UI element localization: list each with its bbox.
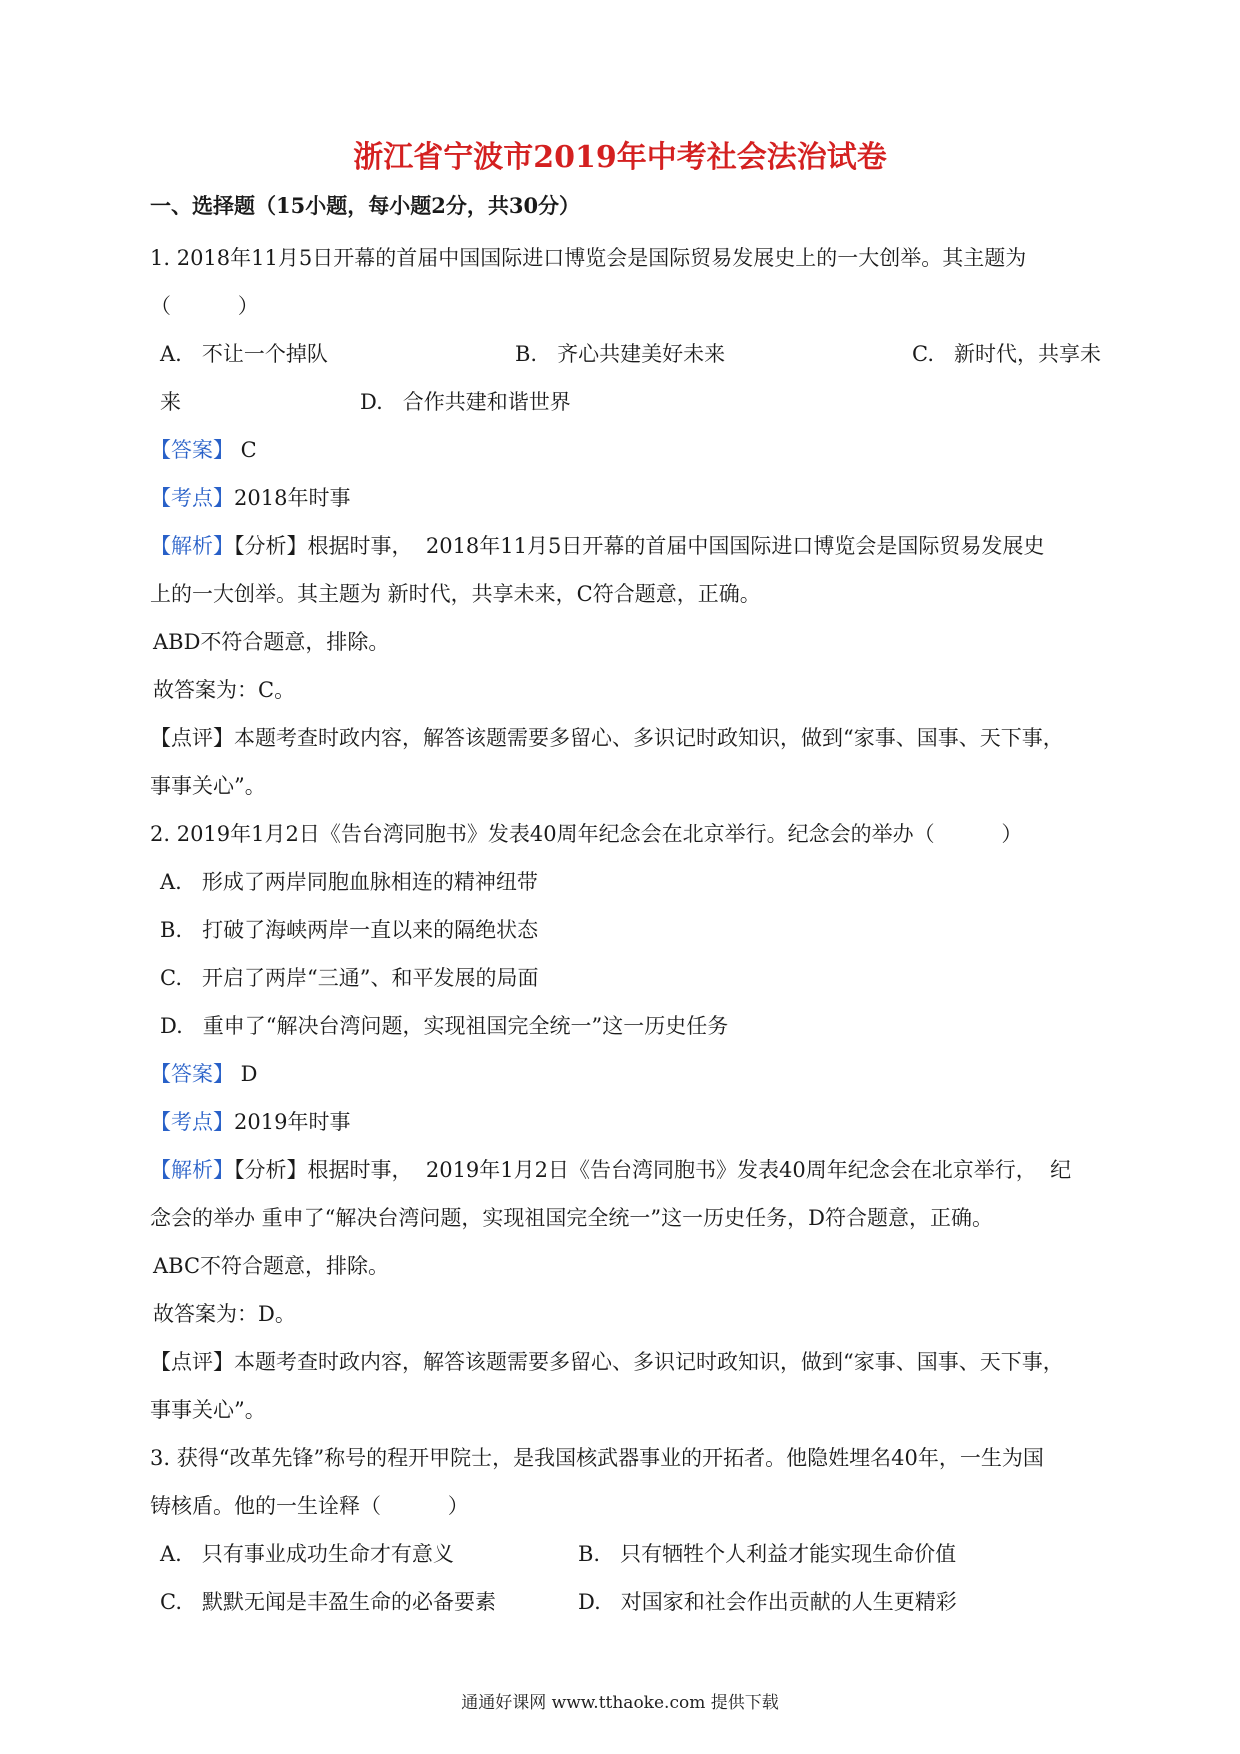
point-value: 2019年时事: [234, 1110, 351, 1134]
q1-option-d: D. 合作共建和谐世界: [360, 390, 571, 414]
page-footer: 通通好课网 www.tthaoke.com 提供下载: [461, 1693, 779, 1713]
point-tag: 【考点】: [150, 486, 234, 510]
q1-stem-line1: 1. 2018年11月5日开幕的首届中国国际进口博览会是国际贸易发展史上的一大创举。其主题为: [150, 246, 1027, 270]
q1-option-c: C. 新时代，共享未: [912, 342, 1102, 366]
q1-option-c-cont: 来: [160, 390, 181, 414]
answer-tag: 【答案】: [150, 1062, 234, 1086]
q3-stem-line1: 3. 获得“改革先锋”称号的程开甲院士，是我国核武器事业的开拓者。他隐姓埋名40年，一生为国: [150, 1446, 1044, 1470]
q2-option-c: C. 开启了两岸“三通”、和平发展的局面: [160, 966, 539, 990]
q2-answer: [150, 1060, 258, 1088]
q3-option-d: D. 对国家和社会作出贡献的人生更精彩: [578, 1590, 957, 1614]
point-value: 2018年时事: [234, 486, 351, 510]
q2-option-a: A. 形成了两岸同胞血脉相连的精神纽带: [160, 870, 538, 894]
analysis-text: 【分析】根据时事， 2019年1月2日《告台湾同胞书》发表40周年纪念会在北京举行， 纪: [234, 1158, 1072, 1182]
q1-analysis-line2: 上的一大创举。其主题为 新时代，共享未来，C符合题意，正确。: [150, 582, 761, 606]
q2-analysis-line2: 念会的举办 重申了“解决台湾问题，实现祖国完全统一”这一历史任务，D符合题意，正确。: [150, 1206, 993, 1230]
analysis-text: 【分析】根据时事， 2018年11月5日开幕的首届中国国际进口博览会是国际贸易发展史: [234, 534, 1045, 558]
q3-stem-line2: 铸核盾。他的一生诠释（ ）: [150, 1494, 469, 1518]
q1-comment-line2: 事事关心”。: [150, 774, 266, 798]
q2-analysis-line1: [150, 1156, 1071, 1184]
q1-option-a: A. 不让一个掉队: [160, 342, 328, 366]
q3-option-a: A. 只有事业成功生命才有意义: [160, 1542, 454, 1566]
q2-stem-line1: 2. 2019年1月2日《告台湾同胞书》发表40周年纪念会在北京举行。纪念会的举办（ ）: [150, 822, 1023, 846]
q2-point: [150, 1108, 350, 1136]
q3-option-c: C. 默默无闻是丰盈生命的必备要素: [160, 1590, 497, 1614]
answer-value: C: [234, 438, 257, 462]
q2-analysis-line4: 故答案为：D。: [153, 1302, 296, 1326]
section-heading: 一、选择题（15小题，每小题2分，共30分）: [150, 193, 581, 218]
analysis-tag: 【解析】: [150, 534, 234, 558]
point-tag: 【考点】: [150, 1110, 234, 1134]
answer-value: D: [234, 1062, 258, 1086]
q1-answer: [150, 436, 257, 464]
q1-option-b: B. 齐心共建美好未来: [515, 342, 726, 366]
q1-stem-line2: （ ）: [150, 294, 259, 318]
q2-analysis-line3: ABC不符合题意，排除。: [153, 1254, 390, 1278]
q2-option-b: B. 打破了海峡两岸一直以来的隔绝状态: [160, 918, 539, 942]
q1-comment-line1: 【点评】本题考查时政内容，解答该题需要多留心、多识记时政知识，做到“家事、国事、天下事，: [150, 726, 1064, 750]
q2-option-d: D. 重申了“解决台湾问题，实现祖国完全统一”这一历史任务: [160, 1014, 729, 1038]
answer-tag: 【答案】: [150, 438, 234, 462]
page-title: 浙江省宁波市2019年中考社会法治试卷: [353, 140, 887, 175]
q3-option-b: B. 只有牺牲个人利益才能实现生命价值: [578, 1542, 957, 1566]
q2-comment-line1: 【点评】本题考查时政内容，解答该题需要多留心、多识记时政知识，做到“家事、国事、天下事，: [150, 1350, 1064, 1374]
q1-analysis-line3: ABD不符合题意，排除。: [153, 630, 390, 654]
q1-analysis-line1: [150, 532, 1044, 560]
q1-analysis-line4: 故答案为：C。: [153, 678, 296, 702]
q2-comment-line2: 事事关心”。: [150, 1398, 266, 1422]
q1-point: [150, 484, 350, 512]
analysis-tag: 【解析】: [150, 1158, 234, 1182]
